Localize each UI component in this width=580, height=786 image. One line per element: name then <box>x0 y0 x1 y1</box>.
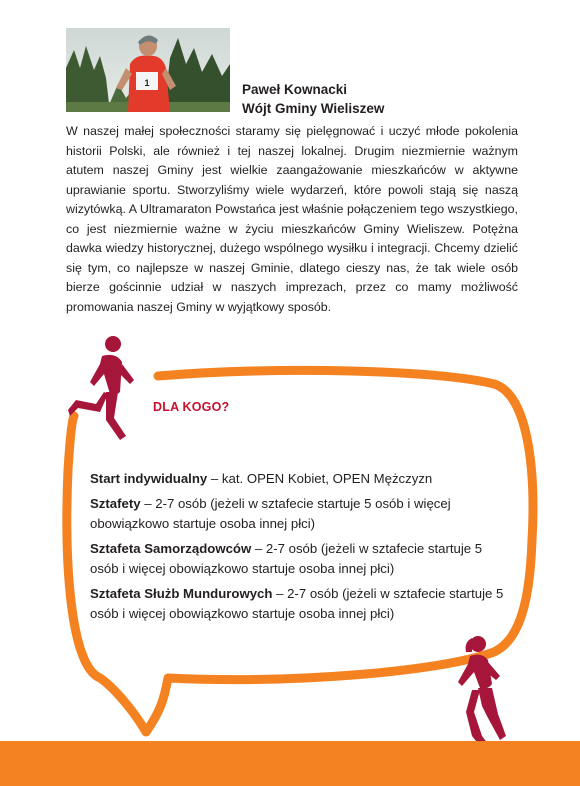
item-text: – 2-7 osób (jeżeli w sztafecie startuje 5 osób i więcej obowiązkowo startuje osoba innej płci) <box>90 586 504 621</box>
item-text: – kat. OPEN Kobiet, OPEN Mężczyzn <box>207 471 433 486</box>
item-label: Sztafeta Samorządowców <box>90 541 252 556</box>
item-label: Start indywidualny <box>90 471 208 486</box>
author-role: Wójt Gminy Wieliszew <box>242 101 385 116</box>
list-item <box>90 494 510 534</box>
intro-paragraph: W naszej małej społeczności staramy się pielęgnować i uczyć młode pokolenia historii Polski, ale również i tej naszej lokalnej. Drugim niezmiernie ważnym atutem naszej Gminy jest wielkie zaangażowanie mieszkańców w aktywne uprawianie sportu. Stworzyliśmy wiele wydarzeń, które powoli stają się naszą wizytówką. A Ultramaraton Powstańca jest właśnie połączeniem tego wszystkiego, co jest niezmiernie ważne w życiu mieszkańców Gminy Wieliszew. Potężna dawka wiedzy historycznej, dużego wspólnego wysiłku i integracji. Chcemy dzielić się tym, co najlepsze w naszej Gminie, dlatego cieszy nas, że tak wiele osób bierze gościnnie udział w naszych imprezach, przez co mamy możliwość promowania naszej Gminy w wyjątkowy sposób. <box>66 124 518 314</box>
section-title: DLA KOGO? <box>153 400 230 414</box>
runner-woman-icon <box>452 632 524 756</box>
category-list <box>90 469 510 629</box>
item-label: Sztafety <box>90 496 141 511</box>
footer-bar <box>0 741 580 786</box>
item-text: – 2-7 osób (jeżeli w sztafecie startuje 5 osób i więcej obowiązkowo startuje osoba innej płci) <box>90 541 483 576</box>
item-label: Sztafeta Służb Mundurowych <box>90 586 273 601</box>
author-name: Paweł Kownacki <box>242 82 348 97</box>
bib-number: 1 <box>144 78 150 88</box>
runner-man-icon <box>64 334 144 444</box>
item-text: – 2-7 osób (jeżeli w sztafecie startuje 5 osób i więcej obowiązkowo startuje osoba innej płci) <box>90 496 451 531</box>
list-item <box>90 469 510 489</box>
list-item <box>90 584 510 624</box>
list-item <box>90 539 510 579</box>
